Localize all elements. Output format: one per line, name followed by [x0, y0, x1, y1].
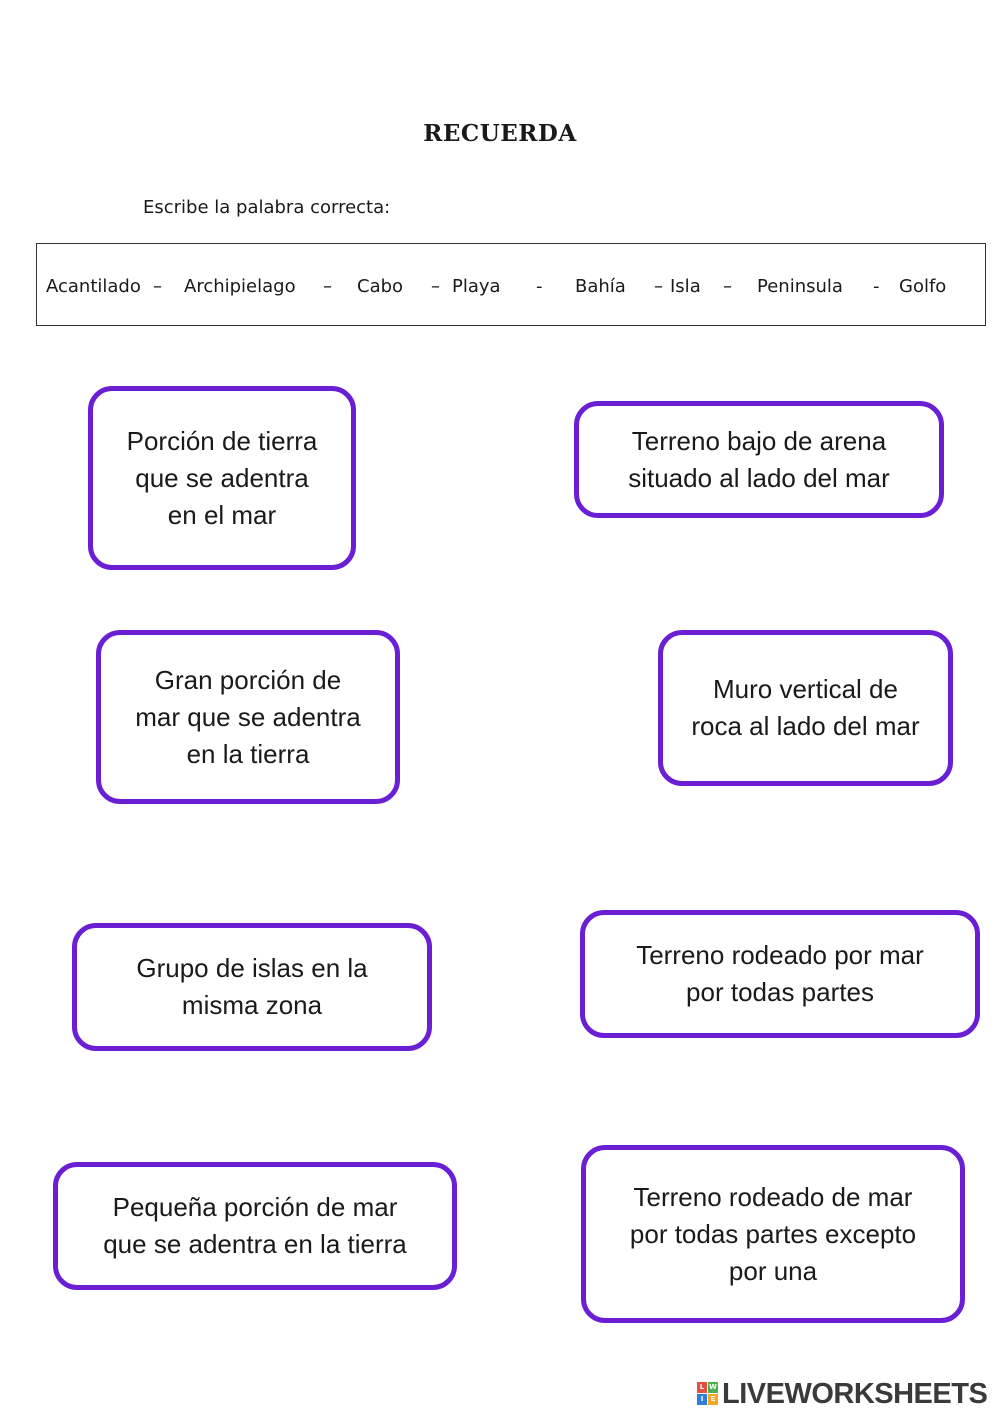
definition-card-cabo: [88, 386, 356, 570]
word-bank-separator: –: [153, 276, 162, 297]
logo-icon-letter: E: [708, 1394, 718, 1405]
definition-text: Muro vertical de roca al lado del mar: [691, 674, 920, 741]
logo-icon-letter: I: [697, 1394, 707, 1405]
definition-text: Terreno rodeado por mar por todas partes: [636, 940, 924, 1007]
instruction-text: Escribe la palabra correcta:: [143, 197, 391, 218]
word-bank-word: Acantilado: [46, 276, 141, 297]
word-bank-word: Golfo: [899, 276, 947, 297]
word-bank-word: Cabo: [357, 276, 404, 297]
word-bank-word: Playa: [452, 276, 501, 297]
definition-card-bahia: [53, 1162, 457, 1290]
definition-card-isla: [580, 910, 980, 1038]
word-bank-separator: –: [431, 276, 440, 297]
logo-icon-letter: L: [697, 1382, 707, 1393]
logo-icon-letter: W: [709, 1383, 717, 1391]
definition-text: Porción de tierra que se adentra en el mar: [126, 425, 318, 530]
word-bank-separator: –: [323, 276, 332, 297]
definition-card-acantilado: [658, 630, 953, 786]
word-bank-word: Archipielago: [184, 276, 296, 297]
word-bank-separator: –: [723, 276, 732, 297]
definition-text: Gran porción de mar que se adentra en la tierra: [135, 664, 361, 769]
word-bank-word: Isla: [670, 276, 701, 297]
definition-card-archipielago: [72, 923, 432, 1051]
word-bank-separator: –: [654, 276, 663, 297]
page-title: RECUERDA: [423, 120, 577, 147]
liveworksheets-logo: [697, 1378, 987, 1410]
definition-text: Grupo de islas en la misma zona: [136, 953, 368, 1020]
definition-card-golfo: [96, 630, 400, 804]
word-bank-word: Peninsula: [757, 276, 843, 297]
definition-text: Terreno bajo de arena situado al lado del mar: [628, 425, 890, 493]
definition-text: Terreno rodeado de mar por todas partes excepto por una: [629, 1181, 917, 1286]
word-bank: [36, 243, 986, 326]
word-bank-separator: -: [536, 276, 543, 297]
definition-text: Pequeña porción de mar que se adentra en la tierra: [103, 1192, 407, 1259]
definition-card-playa: [574, 401, 944, 518]
liveworksheets-logo-text: LIVEWORKSHEETS: [722, 1377, 988, 1410]
liveworksheets-logo-icon: [697, 1382, 719, 1406]
definition-card-peninsula: [581, 1145, 965, 1323]
word-bank-word: Bahía: [575, 276, 626, 297]
word-bank-separator: -: [873, 276, 880, 297]
